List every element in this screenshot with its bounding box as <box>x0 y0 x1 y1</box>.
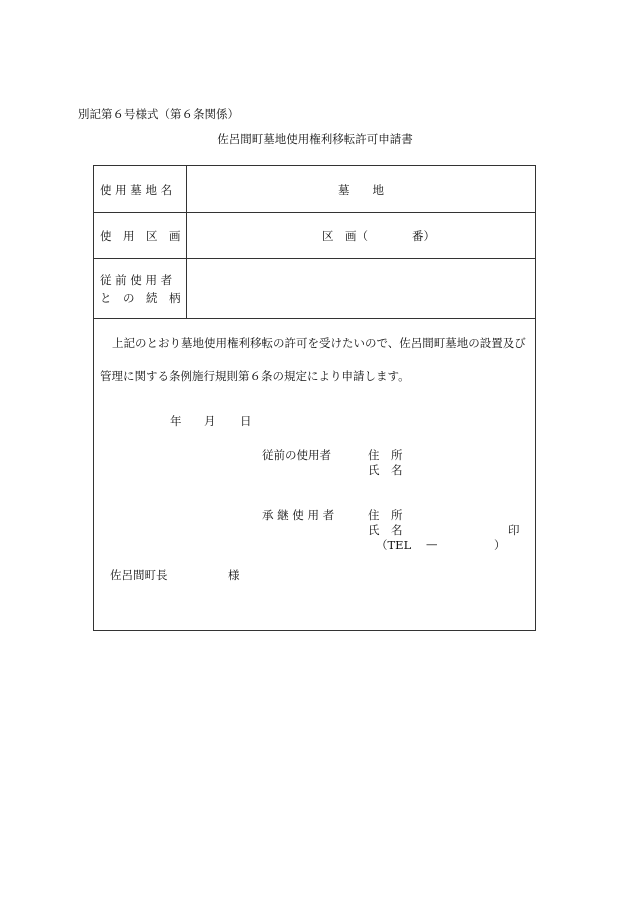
form-reference: 別記第６号様式（第６条関係） <box>78 107 239 121</box>
successor-name-label: 氏 名 <box>368 523 403 537</box>
relation-label-line1: 従 前 使 用 者 <box>100 273 173 287</box>
row-divider-2 <box>94 258 535 259</box>
section-value-suffix: 番） <box>412 229 435 243</box>
successor-address-label: 住 所 <box>368 508 403 522</box>
addressee: 佐呂間町長 <box>110 568 168 582</box>
date-year: 年 <box>170 414 182 428</box>
seal-mark: 印 <box>508 523 520 537</box>
cemetery-name-value: 墓 地 <box>338 183 384 197</box>
body-line-1: 上記のとおり墓地使用権利移転の許可を受けたいので、佐呂間町墓地の設置及び <box>112 336 526 350</box>
tel-suffix: ） <box>494 538 506 552</box>
application-form <box>93 165 536 631</box>
tel-dash: — <box>426 537 438 551</box>
tel-prefix: （TEL <box>376 538 412 552</box>
date-day: 日 <box>240 414 252 428</box>
section-value-prefix: 区 画（ <box>322 229 368 243</box>
row-divider-3 <box>94 318 535 319</box>
document-title: 佐呂間町墓地使用権利移転許可申請書 <box>217 132 413 146</box>
previous-user-address-label: 住 所 <box>368 448 403 462</box>
successor-label: 承 継 使 用 者 <box>262 508 335 522</box>
previous-user-name-label: 氏 名 <box>368 463 403 477</box>
date-month: 月 <box>204 414 216 428</box>
relation-label-line2: と の 続 柄 <box>100 291 181 305</box>
honorific: 様 <box>228 568 240 582</box>
section-label: 使 用 区 画 <box>100 229 181 243</box>
row-divider-1 <box>94 212 535 213</box>
body-line-2: 管理に関する条例施行規則第６条の規定により申請します。 <box>100 369 410 383</box>
cemetery-name-label: 使 用 墓 地 名 <box>100 183 173 197</box>
previous-user-label: 従前の使用者 <box>262 448 331 462</box>
